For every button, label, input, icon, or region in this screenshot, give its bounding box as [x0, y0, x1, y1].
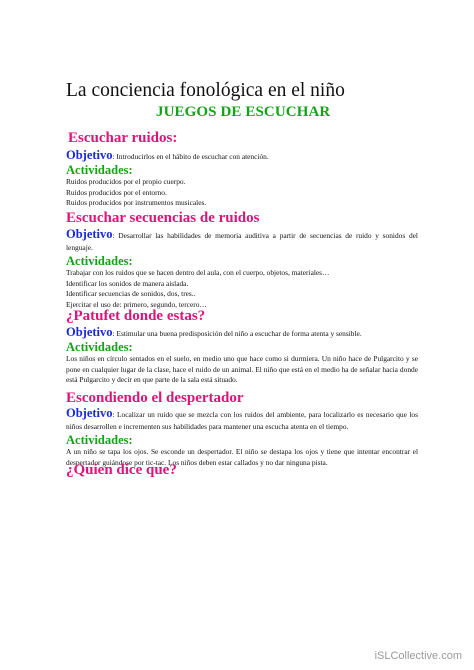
activity-paragraph: A un niño se tapa los ojos. Se esconde un despertador. El niño se destapa los ojos y tiene que intentar encontrar el despertador guiándose por tic-tac. Los niños deben estar callados y no dar ninguna pista.	[66, 447, 418, 467]
section-heading: Escuchar ruidos:	[68, 130, 178, 146]
section-quien-dice	[66, 462, 416, 479]
page-title: La conciencia fonológica en el niño	[66, 80, 345, 101]
activity-line: Ruidos producidos por el entorno.	[66, 187, 167, 197]
actividades-label: Actividades:	[66, 433, 133, 448]
objetivo-text: : Desarrollar las habilidades de memoria auditiva a partir de secuencias de ruido y sonidos del lenguaje.	[66, 231, 418, 252]
section-heading: Escondiendo el despertador	[66, 390, 244, 406]
activity-line: Ruidos producidos por instrumentos musicales.	[66, 198, 207, 208]
activity-line: Identificar secuencias de sonidos, dos, tres..	[66, 289, 196, 299]
objetivo-label: Objetivo	[66, 406, 113, 420]
activity-line: Ejercitar el uso de: primero, segundo, tercero…	[66, 299, 207, 309]
page-subtitle: JUEGOS DE ESCUCHAR	[156, 104, 331, 120]
section-heading: Escuchar secuencias de ruidos	[66, 210, 260, 226]
activity-paragraph: Los niños en círculo sentados en el suelo, en medio uno que hace como si durmiera. Un niño hace de Pulgarcito y se pone en cualquier lugar de la clase, hace el ruido de un animal. El niño que está en el medio ha de señalar hacia donde está Pulgarcito y decir en que parte de la sala está situado.	[66, 354, 418, 385]
activity-line: Ruidos producidos por el propio cuerpo.	[66, 177, 186, 186]
objetivo-text: : Localizar un ruido que se mezcla con los ruidos del ambiente, para localizarlo es necesario que los niños desarrollen e incrementen sus habilidades para mantener una escucha atenta en el tiempo.	[66, 410, 418, 431]
section-secuencias-ruidos	[66, 210, 416, 311]
actividades-label: Actividades:	[66, 163, 133, 177]
objetivo-row	[66, 408, 418, 432]
section-heading: ¿Patufet donde estas?	[66, 308, 206, 324]
objetivo-label: Objetivo	[66, 325, 113, 339]
objetivo-row	[66, 326, 416, 339]
objetivo-label: Objetivo	[66, 227, 113, 241]
section-heading: ¿Quien dice que?	[66, 462, 177, 478]
section-patufet	[66, 308, 416, 386]
objetivo-row	[66, 229, 418, 253]
activity-line: Trabajar con los ruidos que se hacen dentro del aula, con el cuerpo, objetos, materiales…	[66, 268, 330, 278]
section-despertador	[66, 390, 416, 468]
activity-line: Identificar los sonidos de manera aislada.	[66, 278, 189, 288]
watermark-footer[interactable]: iSLCollective.com	[374, 650, 462, 662]
objetivo-label: Objetivo	[66, 148, 113, 162]
objetivo-text: : Introducirlos en el hábito de escuchar con atención.	[112, 152, 269, 161]
objetivo-row	[66, 149, 416, 162]
actividades-label: Actividades:	[66, 340, 133, 354]
actividades-label: Actividades:	[66, 254, 133, 269]
section-escuchar-ruidos	[66, 130, 416, 209]
objetivo-text: : Estimular una buena predisposición del niño a escuchar de forma atenta y sensible.	[112, 329, 362, 338]
